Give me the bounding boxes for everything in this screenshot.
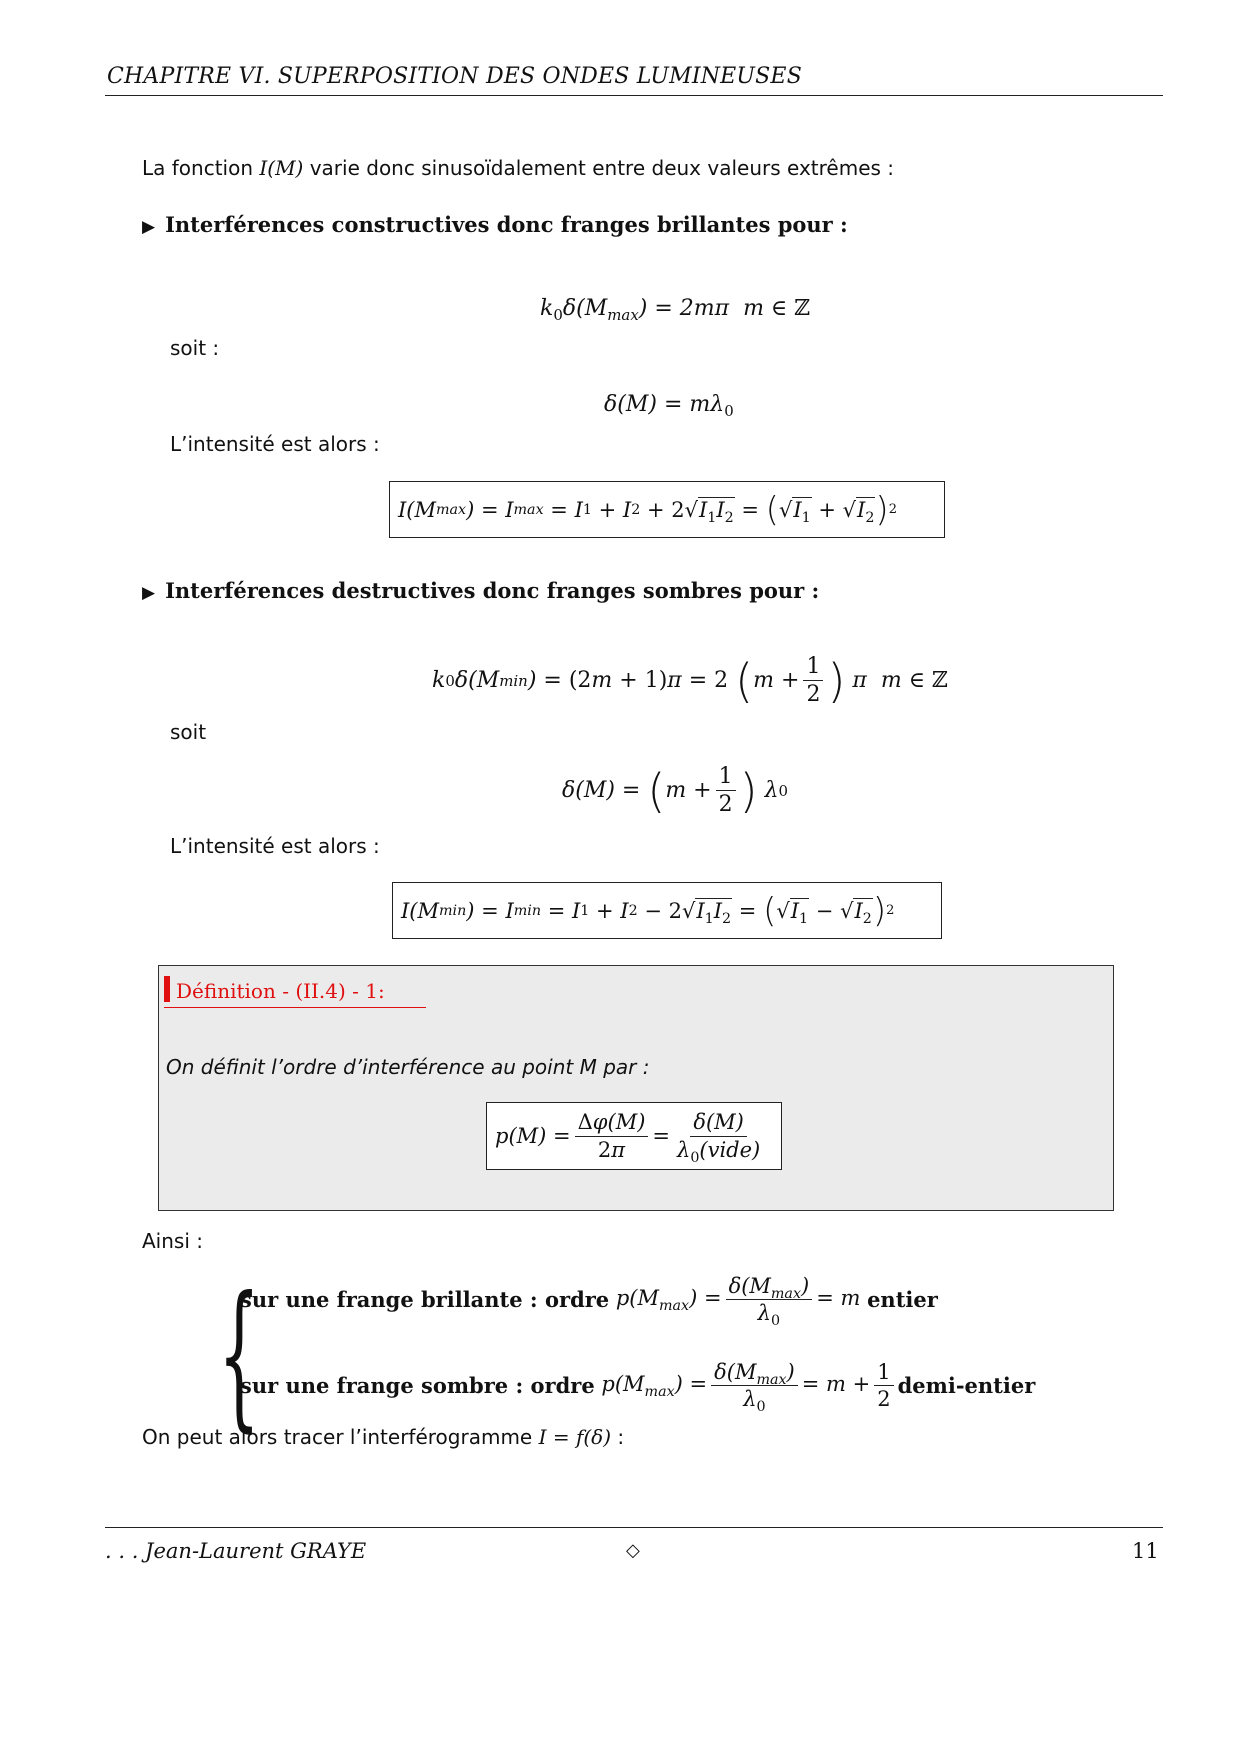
soit-label-2: soit <box>170 720 207 744</box>
soit-label-1: soit : <box>170 336 220 360</box>
footer-rule <box>105 1527 1163 1528</box>
bullet-constructive-text: Interférences constructives donc franges brillantes pour : <box>165 212 848 237</box>
diamond-icon: ◇ <box>626 1540 640 1561</box>
intensity-label-1: L’intensité est alors : <box>170 432 380 456</box>
boxed-order-formula: p(M) = $\frac{\Delta\varphi(M)}{2\pi}$ = $\frac{\delta(M)}{\lambda_0(vide)}$ <box>486 1102 782 1170</box>
left-brace-icon: { <box>218 1263 261 1447</box>
boxed-imax-formula: I(M max ) = I max = I 1 + I 2 + 2 $√I_1I_2$ = ( $√I_1$ + $√I_2$ ) 2 <box>389 481 945 538</box>
ainsi-label: Ainsi : <box>142 1229 203 1253</box>
bullet-triangle-icon: ▶ <box>142 583 156 603</box>
intro-paragraph <box>142 156 894 180</box>
definition-title: Définition - (II.4) - 1: <box>176 979 385 1003</box>
bullet-destructive-text: Interférences destructives donc franges sombres pour : <box>165 578 820 603</box>
eq-destructive-phase: k 0 δ(M min ) = (2 m + 1) π = 2 ( m + $\frac{1}{2}$ ) π m ∈ ℤ <box>432 653 949 708</box>
running-header: CHAPITRE VI. SUPERPOSITION DES ONDES LUMINEUSES <box>107 64 802 89</box>
bullet-destructive <box>142 578 819 603</box>
definition-text: On définit l’ordre d’interférence au point M par : <box>166 1055 650 1079</box>
conclusion-paragraph <box>142 1425 624 1449</box>
boxed-imin-formula: I(M min ) = I min = I 1 + I 2 − 2 $√I_1I_2$ = ( $√I_1$ − $√I_2$ ) 2 <box>392 882 942 939</box>
intro-text: La fonction <box>142 156 260 180</box>
definition-marker <box>164 976 170 1002</box>
case-bright: sur une frange brillante : ordre $p(M_{max})$ = $\frac{\delta(M_{max})}{\lambda_0}$ = m entier <box>240 1274 938 1330</box>
eq-constructive-delta: $\delta(M) = m\lambda_0$ <box>604 392 734 421</box>
case-dark-label: sur une frange sombre : ordre <box>240 1373 595 1399</box>
conclusion-text-end: : <box>611 1425 625 1449</box>
case-dark: sur une frange sombre : ordre $p(M_{max})$ = $\frac{\delta(M_{max})}{\lambda_0}$ = m + $\frac{1}{2}$ demi-entier <box>240 1360 1036 1416</box>
case-bright-label: sur une frange brillante : ordre <box>240 1287 610 1313</box>
footer-author: . . . Jean-Laurent GRAYE <box>105 1539 367 1563</box>
bullet-triangle-icon: ▶ <box>142 217 156 237</box>
case-bright-suffix: entier <box>867 1287 938 1313</box>
eq-destructive-delta: δ(M) = ( m + $\frac{1}{2}$ ) λ 0 <box>562 763 789 818</box>
bullet-constructive <box>142 212 848 237</box>
conclusion-text: On peut alors tracer l’interférogramme <box>142 1425 539 1449</box>
eq-constructive-phase: $k_0\delta(M_{max}) = 2m\pi$ m ∈ ℤ <box>540 296 811 325</box>
conclusion-math: I = f(δ) <box>538 1425 612 1449</box>
page-number: 11 <box>1132 1539 1159 1563</box>
case-dark-suffix: demi-entier <box>897 1373 1036 1399</box>
intro-math: I(M) <box>259 156 304 180</box>
definition-title-underline <box>164 1007 426 1008</box>
intro-text-end: varie donc sinusoïdalement entre deux valeurs extrêmes : <box>303 156 895 180</box>
header-rule <box>105 95 1163 96</box>
intensity-label-2: L’intensité est alors : <box>170 834 380 858</box>
